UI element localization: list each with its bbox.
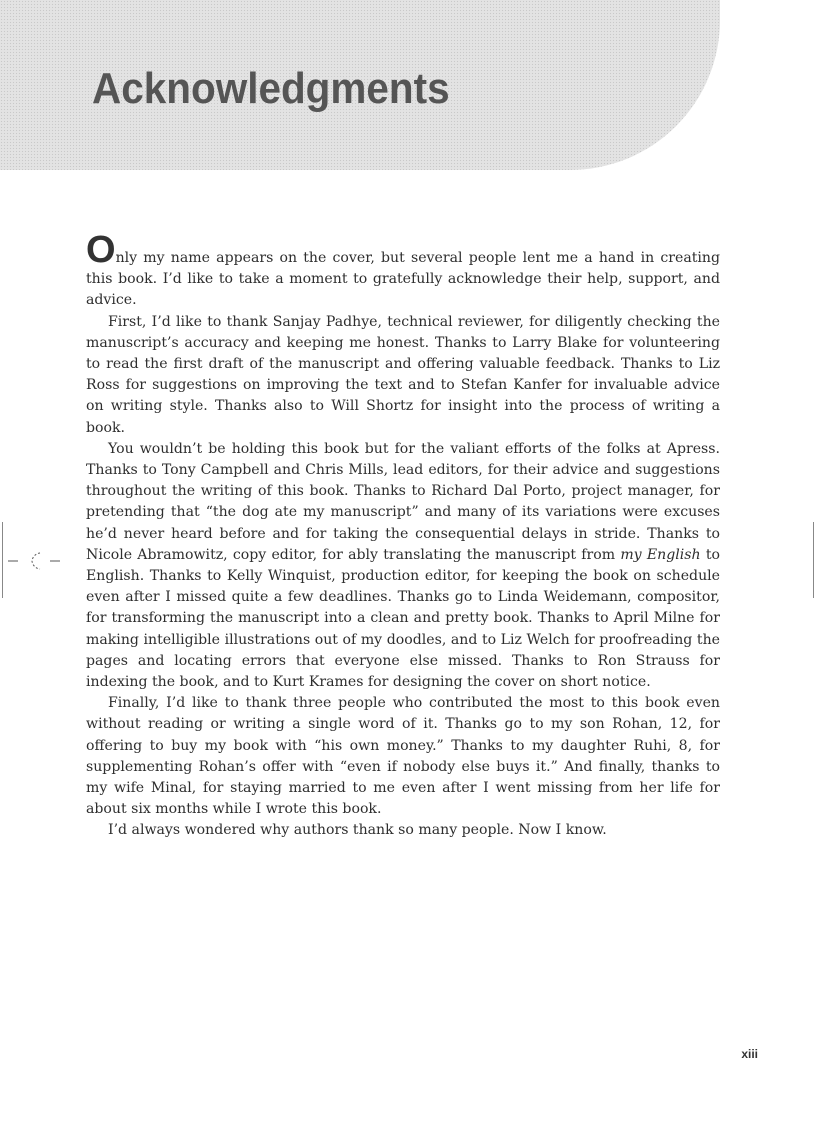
italic-phrase: my English bbox=[620, 546, 701, 563]
paragraph-family: Finally, I’d like to thank three people who contributed the most to this book even without reading or writing a single word of it. Thanks go to my son Rohan, 12, for offering to buy my book with “his own money.” Thanks to my daughter Ruhi, 8, for supplementing Rohan’s offer with “even if nobody else buys it.” And finally, thanks to my wife Minal, for staying married to me even after I went missing from her life for about six months while I wrote this book. bbox=[86, 695, 720, 818]
paragraph-text-after: to English. Thanks to Kelly Winquist, production editor, for keeping the book on schedule even after I missed quite a few deadlines. Thanks go to Linda Weidemann, compositor, for transforming the manuscript into a clean and pretty book. Thanks to April Milne for making intelligible illustrations out of my doodles, and to Liz Welch for proofreading the pages and locating errors that everyone else missed. Thanks to Ron Strauss for indexing the book, and to Kurt Krames for designing the cover on short notice. bbox=[86, 546, 720, 691]
chapter-title: Acknowledgments bbox=[92, 64, 450, 113]
body-text bbox=[86, 229, 720, 842]
left-margin-line bbox=[2, 522, 3, 598]
paragraph-closing: I’d always wondered why authors thank so many people. Now I know. bbox=[108, 822, 607, 839]
right-margin-line bbox=[813, 522, 814, 598]
paragraph-reviewers: First, I’d like to thank Sanjay Padhye, technical reviewer, for diligently checking the manuscript’s accuracy and keeping me honest. Thanks to Larry Blake for volunteering to read the first draft of the manuscript and offering valuable feedback. Thanks to Liz Ross for suggestions on improving the text and to Stefan Kanfer for invaluable advice on writing style. Thanks also to Will Shortz for insight into the process of writing a book. bbox=[86, 313, 720, 436]
paragraph-text: nly my name appears on the cover, but several people lent me a hand in creating this book. I’d like to take a moment to gratefully acknowledge their help, support, and advice. bbox=[86, 250, 720, 309]
paragraph-text-before: You wouldn’t be holding this book but for the valiant efforts of the folks at Apress. Thanks to Tony Campbell and Chris Mills, lead editors, for their advice and suggestions throughout the writing of this book. Thanks to Richard Dal Porto, project manager, for pretending that “the dog ate my manuscript” and many of its variations were excuses he’d never heard before and for taking the consequential delays in stride. Thanks to Nicole Abramowitz, copy editor, for ably translating the manuscript from bbox=[86, 440, 720, 563]
drop-cap: O bbox=[86, 229, 116, 271]
paragraph-intro bbox=[86, 229, 720, 312]
registration-mark-icon bbox=[6, 548, 64, 574]
paragraph-apress bbox=[86, 439, 720, 693]
page-number: xiii bbox=[741, 1047, 758, 1061]
